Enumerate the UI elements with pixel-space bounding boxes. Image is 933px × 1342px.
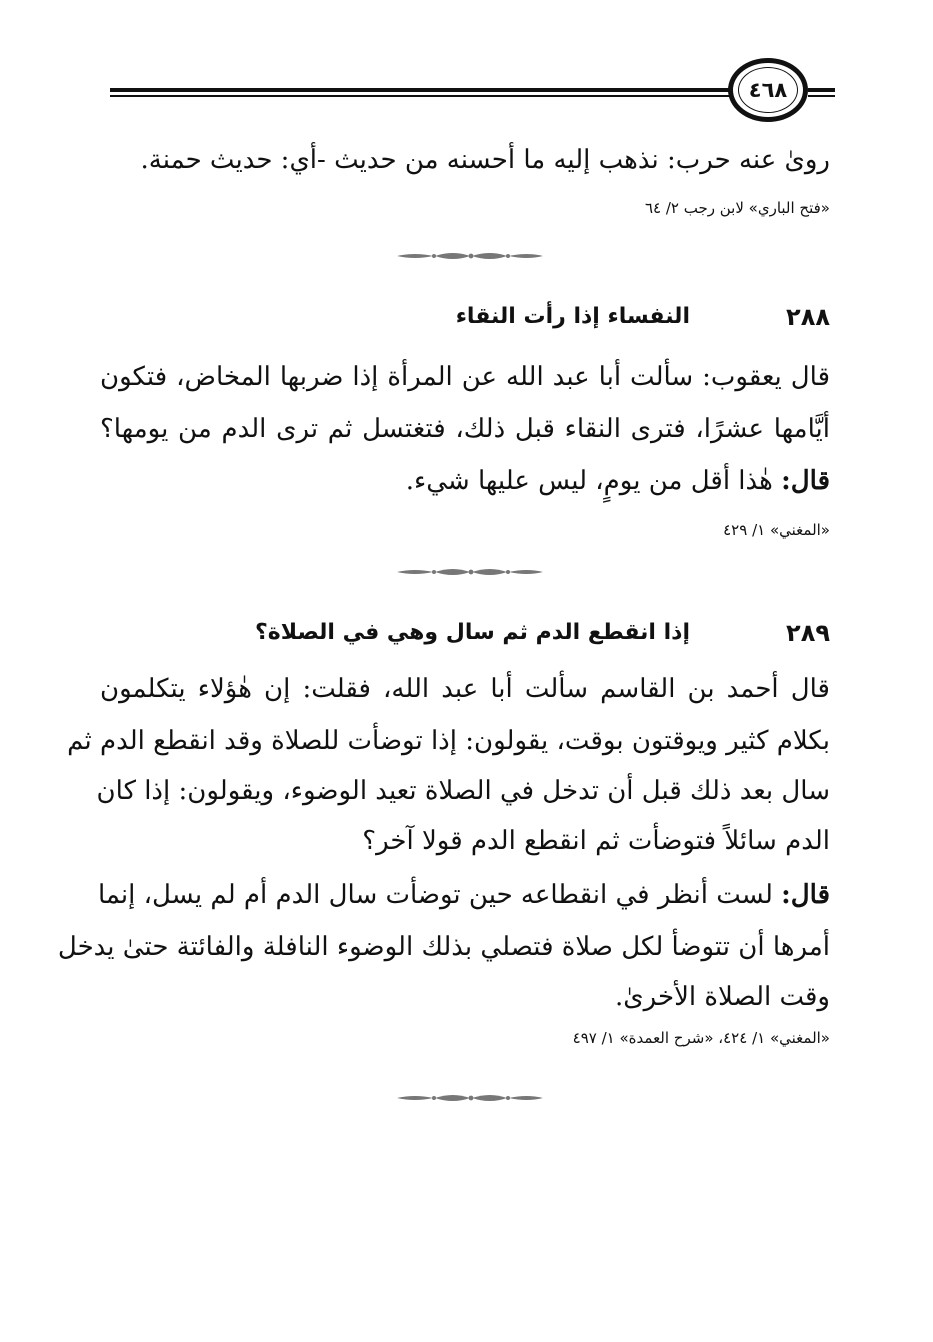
ornament-divider <box>395 250 545 262</box>
text-line: أيَّامها عشرًا، فترى النقاء قبل ذلك، فتغتسل ثم ترى الدم من يومها؟ <box>100 414 830 444</box>
answer-line <box>97 870 830 920</box>
answer-line <box>100 456 830 506</box>
answer-label: قال: <box>781 466 830 496</box>
header-rule-tail <box>808 88 835 100</box>
citation: «المغني» ١/ ٤٢٤، «شرح العمدة» ١/ ٤٩٧ <box>572 1029 830 1047</box>
text-line: أمرها أن تتوضأ لكل صلاة فتصلي بذلك الوضوء النافلة والفائتة حتىٰ يدخل <box>57 932 830 962</box>
text-line: سال بعد ذلك قبل أن تدخل في الصلاة تعيد الوضوء، ويقولون: إذا كان <box>96 776 830 806</box>
section-title: النفساء إذا رأت النقاء <box>455 304 690 329</box>
answer-label: قال: <box>781 880 830 910</box>
answer-text: لست أنظر في انقطاعه حين توضأت سال الدم أم لم يسل، إنما <box>97 880 773 910</box>
section-number: ٢٨٩ <box>786 619 830 647</box>
citation: «فتح الباري» لابن رجب ٢/ ٦٤ <box>644 199 830 217</box>
text-line: الدم سائلاً فتوضأت ثم انقطع الدم قولا آخر؟ <box>362 826 830 856</box>
page-number-badge <box>728 58 808 122</box>
ornament-divider <box>395 566 545 578</box>
section-heading-289 <box>100 608 830 658</box>
text-line: بكلام كثير ويوقتون بوقت، يقولون: إذا توضأت للصلاة وقد انقطع الدم ثم <box>67 726 830 756</box>
section-title: إذا انقطع الدم ثم سال وهي في الصلاة؟ <box>255 620 690 645</box>
answer-text: هٰذا أقل من يومٍ، ليس عليها شيء. <box>405 466 773 496</box>
text-line: وقت الصلاة الأخرىٰ. <box>615 982 830 1012</box>
ornament-divider <box>395 1092 545 1104</box>
text-line: قال أحمد بن القاسم سألت أبا عبد الله، فقلت: إن هٰؤلاء يتكلمون <box>100 674 830 704</box>
page-number: ٤٦٨ <box>748 78 788 102</box>
section-number: ٢٨٨ <box>786 303 830 331</box>
section-heading-288 <box>100 292 830 342</box>
text-line: رویٰ عنه حرب: نذهب إليه ما أحسنه من حديث -أي: حديث حمنة. <box>140 145 830 175</box>
header-rule <box>110 88 730 100</box>
text-line: قال يعقوب: سألت أبا عبد الله عن المرأة إذا ضربها المخاض، فتكون <box>100 362 830 392</box>
citation: «المغني» ١/ ٤٢٩ <box>723 521 830 539</box>
